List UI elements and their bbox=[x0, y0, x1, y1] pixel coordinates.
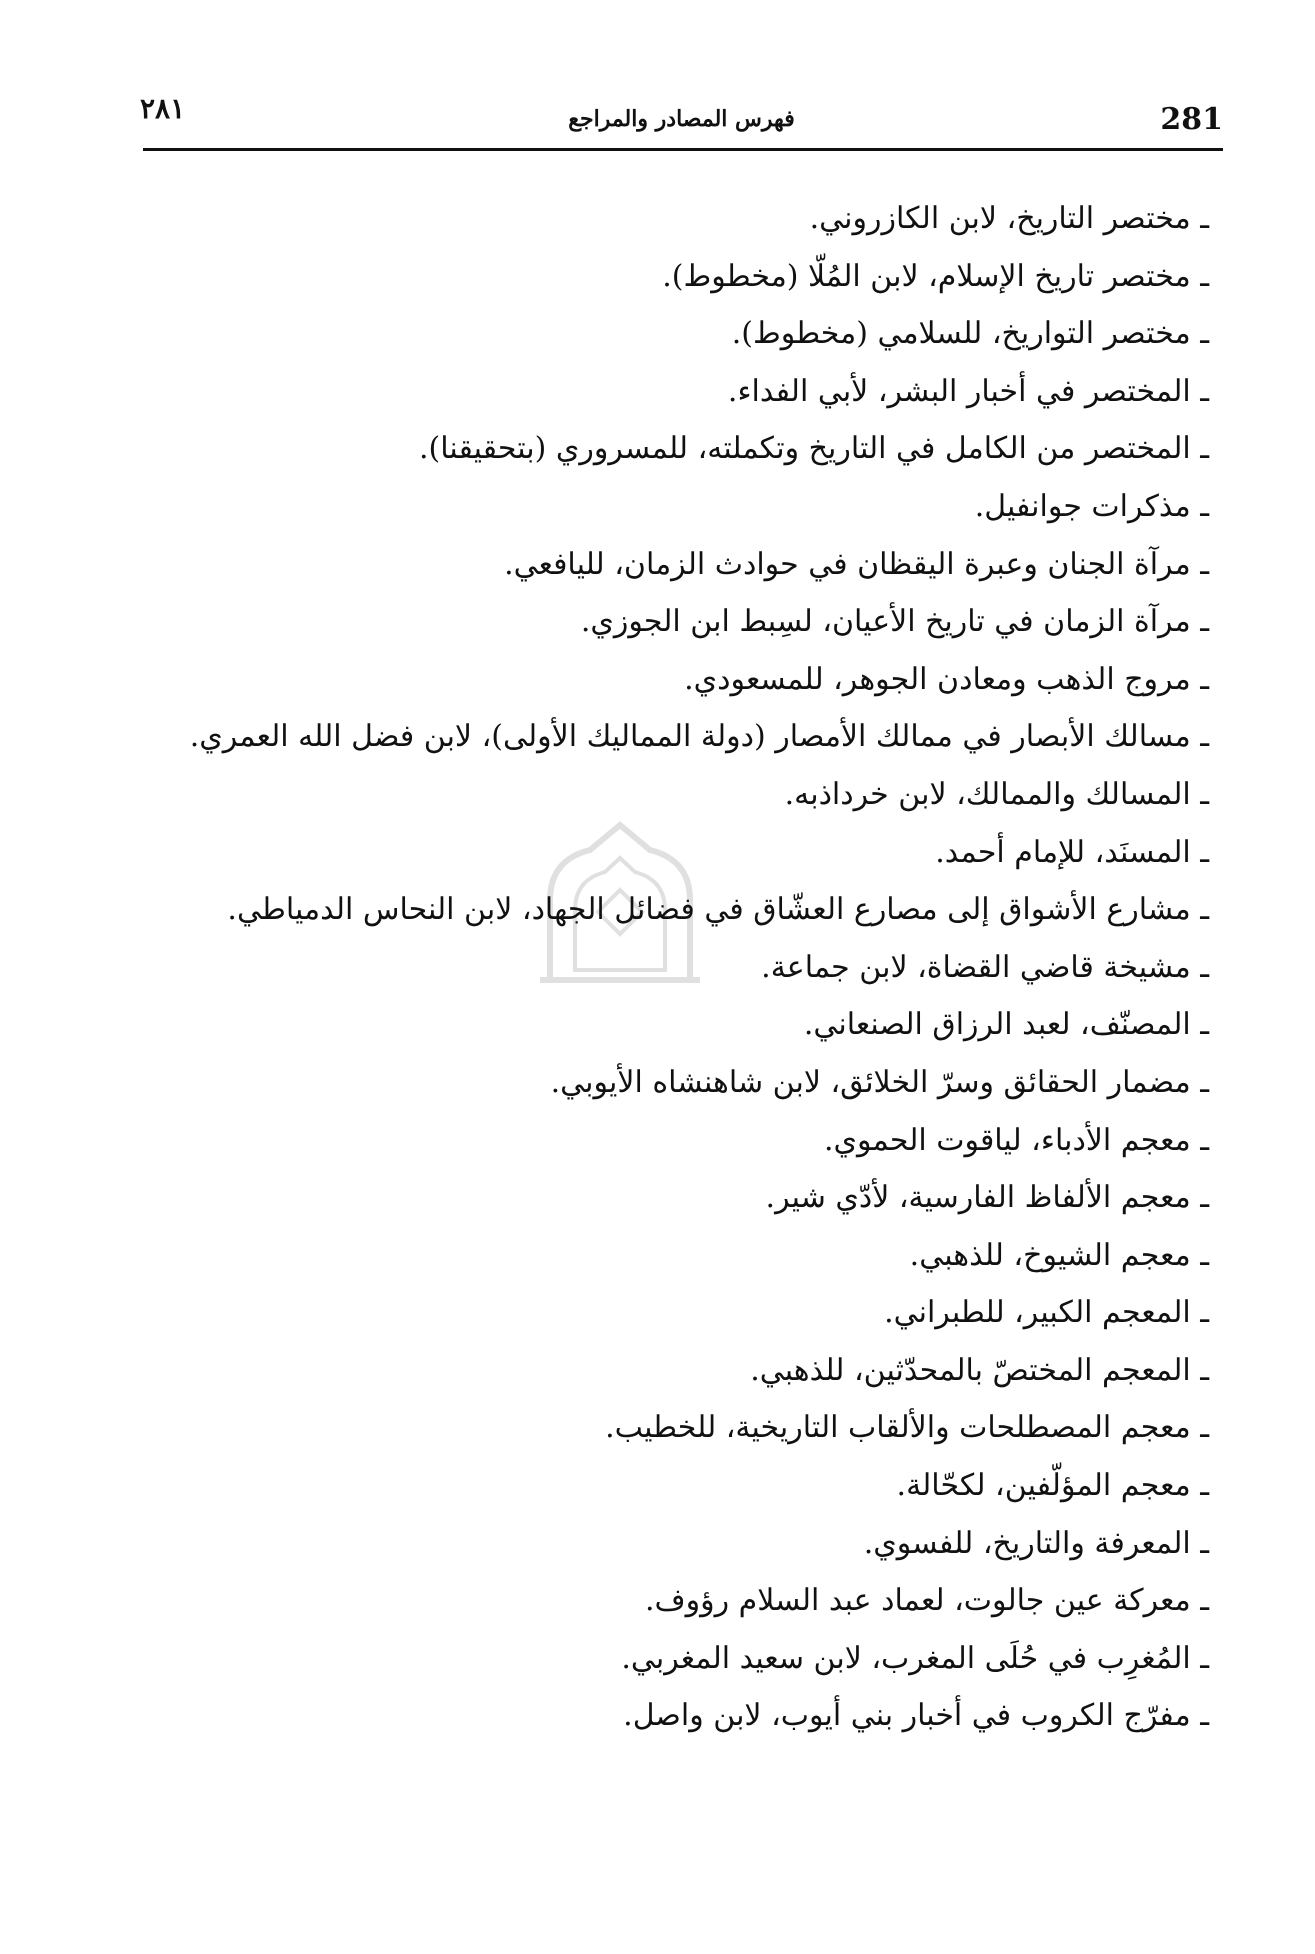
list-item: ـ معركة عين جالوت، لعماد عبد السلام رؤوف. bbox=[644, 1583, 1209, 1619]
list-item: ـ مذكرات جوانفيل. bbox=[974, 488, 1209, 524]
list-item: ـ مروج الذهب ومعادن الجوهر، للمسعودي. bbox=[684, 661, 1209, 697]
list-item: ـ المُغرِب في حُلَى المغرب، لابن سعيد المغربي. bbox=[621, 1640, 1209, 1676]
page-number-latin: 281 bbox=[1160, 102, 1223, 137]
header-rule bbox=[143, 148, 1223, 151]
bibliography-list bbox=[120, 190, 1209, 1745]
list-item: ـ المصنّف، لعبد الرزاق الصنعاني. bbox=[803, 1007, 1209, 1043]
list-item: ـ مضمار الحقائق وسرّ الخلائق، لابن شاهنشاه الأيوبي. bbox=[550, 1064, 1209, 1100]
list-item: ـ المعجم الكبير، للطبراني. bbox=[884, 1295, 1209, 1331]
list-item: ـ مسالك الأبصار في ممالك الأمصار (دولة المماليك الأولى)، لابن فضل الله العمري. bbox=[189, 719, 1209, 755]
page-header bbox=[140, 92, 1223, 152]
list-item: ـ المسنَد، للإمام أحمد. bbox=[935, 834, 1209, 870]
list-item: ـ مفرّج الكروب في أخبار بني أيوب، لابن واصل. bbox=[623, 1698, 1209, 1734]
list-item: ـ معجم المؤلّفين، لكحّالة. bbox=[896, 1468, 1209, 1504]
list-item: ـ مرآة الجنان وعبرة اليقظان في حوادث الزمان، لليافعي. bbox=[504, 546, 1209, 582]
list-item: ـ معجم الأدباء، لياقوت الحموي. bbox=[823, 1122, 1209, 1158]
list-item: ـ مشارع الأشواق إلى مصارع العشّاق في فضائل الجهاد، لابن النحاس الدمياطي. bbox=[227, 892, 1209, 928]
page-number-arabic: ٢٨١ bbox=[140, 92, 186, 125]
running-title: فهرس المصادر والمراجع bbox=[568, 106, 795, 132]
list-item: ـ مشيخة قاضي القضاة، لابن جماعة. bbox=[761, 949, 1209, 985]
list-item: ـ معجم الألفاظ الفارسية، لأدّي شير. bbox=[765, 1180, 1209, 1216]
list-item: ـ مختصر تاريخ الإسلام، لابن المُلّا (مخطوط). bbox=[662, 258, 1209, 294]
list-item: ـ مختصر التاريخ، لابن الكازروني. bbox=[809, 201, 1209, 236]
list-item: ـ معجم المصطلحات والألقاب التاريخية، للخطيب. bbox=[605, 1410, 1209, 1446]
list-item: ـ المسالك والممالك، لابن خرداذبه. bbox=[784, 776, 1209, 812]
list-item: ـ معجم الشيوخ، للذهبي. bbox=[909, 1237, 1209, 1273]
list-item: ـ المعجم المختصّ بالمحدّثين، للذهبي. bbox=[750, 1352, 1209, 1388]
list-item: ـ المختصر في أخبار البشر، لأبي الفداء. bbox=[727, 373, 1209, 409]
list-item: ـ المختصر من الكامل في التاريخ وتكملته، للمسروري (بتحقيقنا). bbox=[419, 431, 1209, 467]
list-item: ـ مختصر التواريخ، للسلامي (مخطوط). bbox=[731, 316, 1209, 352]
list-item: ـ مرآة الزمان في تاريخ الأعيان، لسِبط ابن الجوزي. bbox=[580, 604, 1209, 640]
list-item: ـ المعرفة والتاريخ، للفسوي. bbox=[863, 1525, 1209, 1561]
